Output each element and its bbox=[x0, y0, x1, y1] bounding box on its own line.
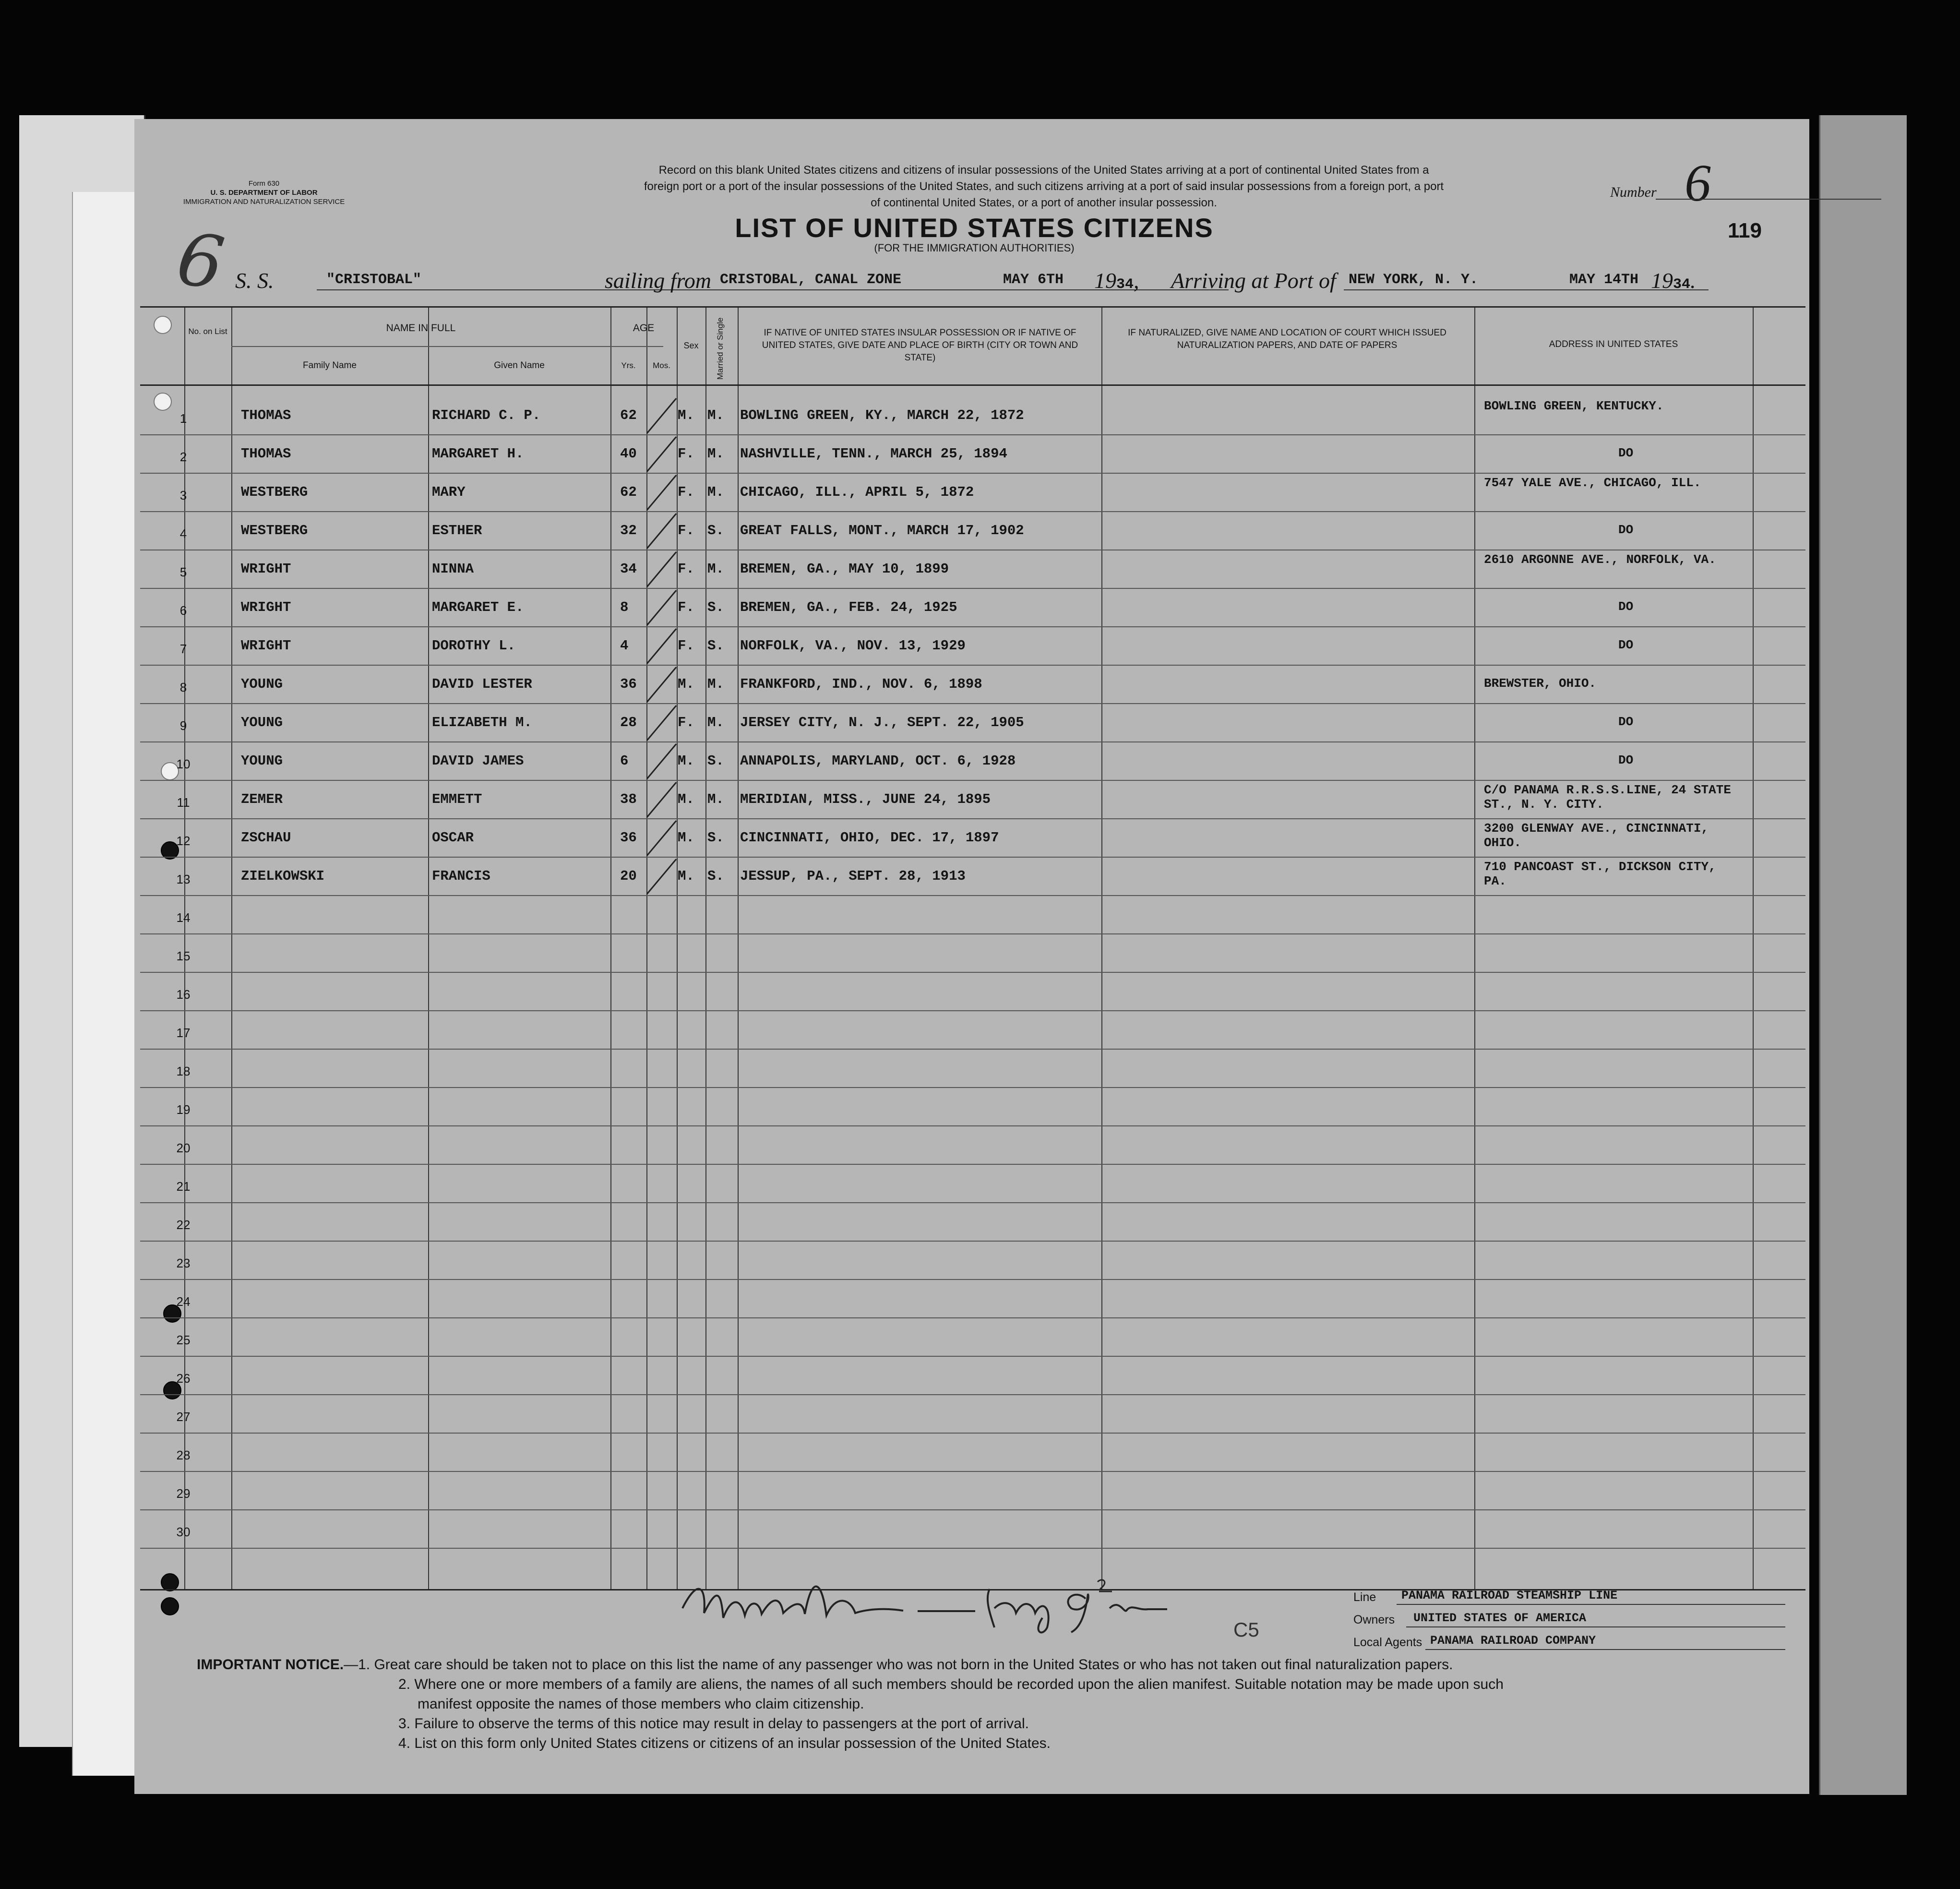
age-cell: 62 bbox=[620, 407, 637, 423]
row-number: 15 bbox=[176, 949, 191, 963]
agents-label: Local Agents bbox=[1353, 1636, 1422, 1649]
family-name-cell: WRIGHT bbox=[241, 599, 291, 615]
birth-cell: JERSEY CITY, N. J., SEPT. 22, 1905 bbox=[740, 715, 1024, 730]
family-name-cell: WESTBERG bbox=[241, 484, 308, 500]
family-name-cell: ZIELKOWSKI bbox=[241, 868, 325, 884]
given-name-cell: MARGARET H. bbox=[432, 446, 524, 462]
sex-cell: F. bbox=[678, 715, 694, 730]
owners-value: UNITED STATES OF AMERICA bbox=[1413, 1611, 1587, 1625]
row-rule bbox=[140, 1509, 1805, 1510]
address-cell: DO bbox=[1618, 715, 1634, 729]
family-name-cell: WRIGHT bbox=[241, 638, 291, 654]
address-cell: DO bbox=[1618, 523, 1634, 537]
ss-label: S. S. bbox=[235, 268, 274, 293]
row-rule bbox=[140, 1471, 1805, 1472]
address-cell: DO bbox=[1618, 753, 1634, 767]
row-number: 5 bbox=[179, 565, 187, 579]
address-cell: 710 PANCOAST ST., DICKSON CITY, PA. bbox=[1484, 860, 1716, 888]
address-cell: DO bbox=[1618, 638, 1634, 652]
row-number: 28 bbox=[176, 1448, 191, 1462]
row-number: 21 bbox=[176, 1179, 191, 1194]
row-rule bbox=[140, 972, 1805, 973]
given-name-cell: EMMETT bbox=[432, 791, 482, 807]
address-cell: 3200 GLENWAY AVE., CINCINNATI, OHIO. bbox=[1484, 821, 1709, 850]
sex-cell: F. bbox=[678, 523, 694, 538]
row-number: 23 bbox=[176, 1256, 191, 1270]
row-rule bbox=[140, 1548, 1805, 1549]
marital-status-cell: M. bbox=[707, 561, 724, 577]
row-rule bbox=[140, 1394, 1805, 1395]
given-name-cell: ELIZABETH M. bbox=[432, 715, 532, 730]
marital-status-cell: M. bbox=[707, 676, 724, 692]
family-name-cell: WRIGHT bbox=[241, 561, 291, 577]
given-name-cell: OSCAR bbox=[432, 830, 474, 846]
marital-status-cell: M. bbox=[707, 407, 724, 423]
birth-cell: NORFOLK, VA., NOV. 13, 1929 bbox=[740, 638, 966, 654]
family-name-cell: YOUNG bbox=[241, 676, 283, 692]
marital-status-cell: M. bbox=[707, 446, 724, 462]
col-header-naturalized: IF NATURALIZED, GIVE NAME AND LOCATION OF COURT WHICH ISSUED NATURALIZATION PAPERS, AND DATE OF PAPERS bbox=[1128, 328, 1446, 350]
address-cell: BREWSTER, OHIO. bbox=[1484, 676, 1597, 691]
family-name-cell: YOUNG bbox=[241, 715, 283, 730]
row-number: 3 bbox=[179, 488, 187, 502]
marital-status-cell: S. bbox=[707, 753, 724, 769]
birth-cell: CINCINNATI, OHIO, DEC. 17, 1897 bbox=[740, 830, 999, 846]
departure-port: CRISTOBAL, CANAL ZONE bbox=[720, 272, 902, 288]
row-rule bbox=[140, 780, 1805, 781]
page-number: 119 bbox=[1728, 219, 1762, 242]
row-number: 11 bbox=[177, 795, 190, 810]
row-number: 8 bbox=[179, 680, 187, 694]
check-mark bbox=[646, 513, 677, 549]
sex-cell: F. bbox=[678, 484, 694, 500]
marital-status-cell: M. bbox=[707, 715, 724, 730]
sex-cell: M. bbox=[678, 791, 694, 807]
marital-status-cell: S. bbox=[707, 523, 724, 538]
check-mark bbox=[646, 782, 677, 818]
row-rule bbox=[140, 1241, 1805, 1242]
col-header-yrs: Yrs. bbox=[621, 361, 636, 370]
sex-cell: F. bbox=[678, 561, 694, 577]
check-mark bbox=[646, 590, 677, 626]
departure-date: MAY 6TH bbox=[1003, 272, 1064, 288]
col-header-given: Given Name bbox=[494, 360, 545, 371]
sex-cell: M. bbox=[678, 868, 694, 884]
sex-cell: M. bbox=[678, 753, 694, 769]
row-number: 22 bbox=[176, 1218, 191, 1232]
row-number: 12 bbox=[176, 834, 191, 848]
given-name-cell: MARGARET E. bbox=[432, 599, 524, 615]
col-header-birth: IF NATIVE OF UNITED STATES INSULAR POSSESSION OR IF NATIVE OF UNITED STATES, GIVE DATE AND PLACE OF BIRTH (CITY OR TOWN AND STATE) bbox=[762, 328, 1078, 363]
address-cell: 2610 ARGONNE AVE., NORFOLK, VA. bbox=[1484, 552, 1716, 567]
given-name-cell: DOROTHY L. bbox=[432, 638, 516, 654]
underlying-page-right bbox=[1819, 115, 1907, 1795]
notice-item: 4. List on this form only United States citizens or citizens of an insular possession of the United States. bbox=[398, 1735, 1051, 1751]
form-number: Form 630 bbox=[248, 179, 280, 188]
family-name-cell: WESTBERG bbox=[241, 523, 308, 538]
address-cell: DO bbox=[1618, 599, 1634, 614]
birth-cell: BREMEN, GA., MAY 10, 1899 bbox=[740, 561, 949, 577]
row-rule bbox=[140, 818, 1805, 819]
row-number: 17 bbox=[176, 1026, 191, 1040]
stamp-code: C5 bbox=[1233, 1618, 1259, 1641]
check-mark bbox=[646, 628, 677, 664]
number-label: Number bbox=[1610, 184, 1657, 200]
row-number: 6 bbox=[179, 603, 187, 618]
notice-item: 2. Where one or more members of a family are aliens, the names of all such members should be recorded upon the alien manifest. Suitable notation may be made upon such bbox=[398, 1676, 1504, 1692]
given-name-cell: DAVID JAMES bbox=[432, 753, 524, 769]
sex-cell: M. bbox=[678, 830, 694, 846]
number-underline bbox=[1656, 199, 1881, 200]
birth-cell: MERIDIAN, MISS., JUNE 24, 1895 bbox=[740, 791, 991, 807]
col-header-address: ADDRESS IN UNITED STATES bbox=[1549, 339, 1678, 349]
row-rule bbox=[140, 1356, 1805, 1357]
instruction-line: foreign port or a port of the insular possessions of the United States, and such citizens arriving at a port of said insular possessions from a foreign port, a port bbox=[644, 180, 1444, 193]
department-name: U. S. DEPARTMENT OF LABOR bbox=[210, 189, 318, 197]
col-header-married: Married or Single bbox=[716, 317, 725, 380]
handwritten-number: 6 bbox=[1685, 154, 1711, 212]
family-name-cell: THOMAS bbox=[241, 407, 291, 423]
row-rule bbox=[140, 1317, 1805, 1318]
sex-cell: M. bbox=[678, 676, 694, 692]
row-rule bbox=[140, 1049, 1805, 1050]
marital-status-cell: M. bbox=[707, 484, 724, 500]
page-subtitle: (FOR THE IMMIGRATION AUTHORITIES) bbox=[874, 242, 1075, 254]
row-number: 10 bbox=[176, 757, 191, 771]
row-rule bbox=[140, 1164, 1805, 1165]
age-cell: 32 bbox=[620, 523, 637, 538]
notice-lead: IMPORTANT NOTICE. bbox=[197, 1657, 344, 1673]
punch-hole bbox=[161, 1597, 179, 1615]
age-cell: 40 bbox=[620, 446, 637, 462]
row-rule bbox=[140, 895, 1805, 896]
row-rule bbox=[140, 473, 1805, 474]
row-rule bbox=[140, 1125, 1805, 1126]
owners-label: Owners bbox=[1353, 1613, 1395, 1626]
check-mark bbox=[646, 743, 677, 779]
sailing-label: sailing from bbox=[605, 268, 711, 293]
row-number: 24 bbox=[176, 1294, 191, 1309]
check-mark bbox=[646, 820, 677, 856]
row-rule bbox=[140, 857, 1805, 858]
marital-status-cell: S. bbox=[707, 868, 724, 884]
row-number: 29 bbox=[176, 1486, 191, 1501]
family-name-cell: ZEMER bbox=[241, 791, 283, 807]
row-number: 1 bbox=[179, 411, 187, 426]
marital-status-cell: S. bbox=[707, 599, 724, 615]
underlying-page-left bbox=[19, 115, 145, 1747]
given-name-cell: FRANCIS bbox=[432, 868, 490, 884]
row-number: 9 bbox=[179, 718, 187, 733]
age-cell: 36 bbox=[620, 830, 637, 846]
birth-cell: NASHVILLE, TENN., MARCH 25, 1894 bbox=[740, 446, 1007, 462]
row-rule bbox=[140, 1279, 1805, 1280]
arrival-year: 1934. bbox=[1651, 268, 1696, 293]
row-number: 16 bbox=[176, 987, 191, 1002]
marital-status-cell: S. bbox=[707, 638, 724, 654]
sex-cell: F. bbox=[678, 446, 694, 462]
arrival-port: NEW YORK, N. Y. bbox=[1349, 272, 1479, 288]
row-number: 20 bbox=[176, 1141, 191, 1155]
row-rule bbox=[140, 1087, 1805, 1088]
row-rule bbox=[140, 588, 1805, 589]
row-number: 30 bbox=[176, 1525, 191, 1539]
line-value: PANAMA RAILROAD STEAMSHIP LINE bbox=[1401, 1589, 1618, 1602]
manifest-sheet bbox=[134, 119, 1809, 1794]
age-cell: 4 bbox=[620, 638, 629, 654]
row-number: 18 bbox=[176, 1064, 191, 1078]
row-number: 13 bbox=[176, 872, 191, 886]
family-name-cell: YOUNG bbox=[241, 753, 283, 769]
given-name-cell: ESTHER bbox=[432, 523, 482, 538]
row-rule bbox=[140, 703, 1805, 704]
row-rule bbox=[140, 511, 1805, 512]
col-header-name: NAME IN FULL bbox=[386, 323, 456, 334]
row-number: 2 bbox=[179, 450, 187, 464]
arrival-date: MAY 14TH bbox=[1569, 272, 1639, 288]
given-name-cell: RICHARD C. P. bbox=[432, 407, 541, 423]
address-cell: 7547 YALE AVE., CHICAGO, ILL. bbox=[1484, 476, 1701, 490]
birth-cell: CHICAGO, ILL., APRIL 5, 1872 bbox=[740, 484, 974, 500]
sex-cell: F. bbox=[678, 599, 694, 615]
row-rule bbox=[140, 741, 1805, 742]
check-mark bbox=[646, 475, 677, 511]
birth-cell: BOWLING GREEN, KY., MARCH 22, 1872 bbox=[740, 407, 1024, 423]
age-cell: 38 bbox=[620, 791, 637, 807]
row-rule bbox=[140, 434, 1805, 435]
instruction-line: of continental United States, or a port of another insular possession. bbox=[871, 196, 1217, 209]
row-rule bbox=[140, 665, 1805, 666]
family-name-cell: THOMAS bbox=[241, 446, 291, 462]
row-number: 27 bbox=[176, 1410, 191, 1424]
check-mark bbox=[646, 859, 677, 895]
row-number: 19 bbox=[176, 1102, 191, 1117]
agents-value: PANAMA RAILROAD COMPANY bbox=[1430, 1634, 1596, 1648]
header-instructions bbox=[444, 162, 1644, 211]
row-rule bbox=[140, 1202, 1805, 1203]
col-header-no: No. on List bbox=[188, 327, 227, 336]
sex-cell: M. bbox=[678, 407, 694, 423]
birth-cell: ANNAPOLIS, MARYLAND, OCT. 6, 1928 bbox=[740, 753, 1016, 769]
arriving-label: Arriving at Port of bbox=[1171, 268, 1336, 293]
row-rule bbox=[140, 1433, 1805, 1434]
marital-status-cell: M. bbox=[707, 791, 724, 807]
col-header-age: AGE bbox=[633, 323, 655, 334]
sex-cell: F. bbox=[678, 638, 694, 654]
inspector-signature bbox=[678, 1570, 1206, 1637]
col-header-sex: Sex bbox=[683, 341, 699, 350]
line-label: Line bbox=[1353, 1590, 1376, 1604]
row-number: 26 bbox=[176, 1371, 191, 1386]
marital-status-cell: S. bbox=[707, 830, 724, 846]
col-header-mos: Mos. bbox=[653, 361, 670, 370]
check-mark bbox=[646, 436, 677, 472]
birth-cell: GREAT FALLS, MONT., MARCH 17, 1902 bbox=[740, 523, 1024, 538]
address-cell: BOWLING GREEN, KENTUCKY. bbox=[1484, 399, 1664, 413]
age-cell: 34 bbox=[620, 561, 637, 577]
given-name-cell: MARY bbox=[432, 484, 466, 500]
address-cell: DO bbox=[1618, 446, 1634, 460]
age-cell: 62 bbox=[620, 484, 637, 500]
notice-item: manifest opposite the names of those members who claim citizenship. bbox=[418, 1696, 864, 1712]
row-rule bbox=[140, 933, 1805, 934]
check-mark bbox=[646, 551, 677, 587]
departure-year: 1934, bbox=[1094, 268, 1139, 293]
birth-cell: BREMEN, GA., FEB. 24, 1925 bbox=[740, 599, 957, 615]
birth-cell: FRANKFORD, IND., NOV. 6, 1898 bbox=[740, 676, 982, 692]
row-number: 7 bbox=[179, 642, 187, 656]
col-header-family: Family Name bbox=[303, 360, 357, 371]
check-mark bbox=[646, 705, 677, 741]
row-number: 14 bbox=[176, 910, 191, 925]
service-name: IMMIGRATION AND NATURALIZATION SERVICE bbox=[183, 198, 345, 206]
form-identifier bbox=[178, 179, 350, 206]
notice-item: —1. Great care should be taken not to place on this list the name of any passenger who was not born in the United States or who has not taken out final naturalization papers. bbox=[344, 1657, 1453, 1673]
ship-name: "CRISTOBAL" bbox=[326, 272, 422, 288]
check-mark bbox=[646, 667, 677, 703]
age-cell: 6 bbox=[620, 753, 629, 769]
row-number: 4 bbox=[179, 526, 187, 541]
check-mark bbox=[646, 398, 677, 434]
age-cell: 20 bbox=[620, 868, 637, 884]
row-number: 25 bbox=[176, 1333, 191, 1347]
birth-cell: JESSUP, PA., SEPT. 28, 1913 bbox=[740, 868, 966, 884]
given-name-cell: DAVID LESTER bbox=[432, 676, 532, 692]
instruction-line: Record on this blank United States citizens and citizens of insular possessions of the United States arriving at a port of continental United States from a bbox=[658, 164, 1429, 177]
family-name-cell: ZSCHAU bbox=[241, 830, 291, 846]
given-name-cell: NINNA bbox=[432, 561, 474, 577]
page-title: LIST OF UNITED STATES CITIZENS bbox=[735, 213, 1214, 243]
passenger-table bbox=[140, 306, 1805, 1590]
handwritten-margin-mark: 6 bbox=[172, 217, 229, 306]
address-cell: C/O PANAMA R.R.S.S.LINE, 24 STATE ST., N. Y. CITY. bbox=[1484, 783, 1731, 812]
age-cell: 8 bbox=[620, 599, 629, 615]
row-rule bbox=[140, 626, 1805, 627]
age-cell: 28 bbox=[620, 715, 637, 730]
age-cell: 36 bbox=[620, 676, 637, 692]
row-rule bbox=[140, 1010, 1805, 1011]
notice-item: 3. Failure to observe the terms of this notice may result in delay to passengers at the port of arrival. bbox=[398, 1716, 1029, 1732]
